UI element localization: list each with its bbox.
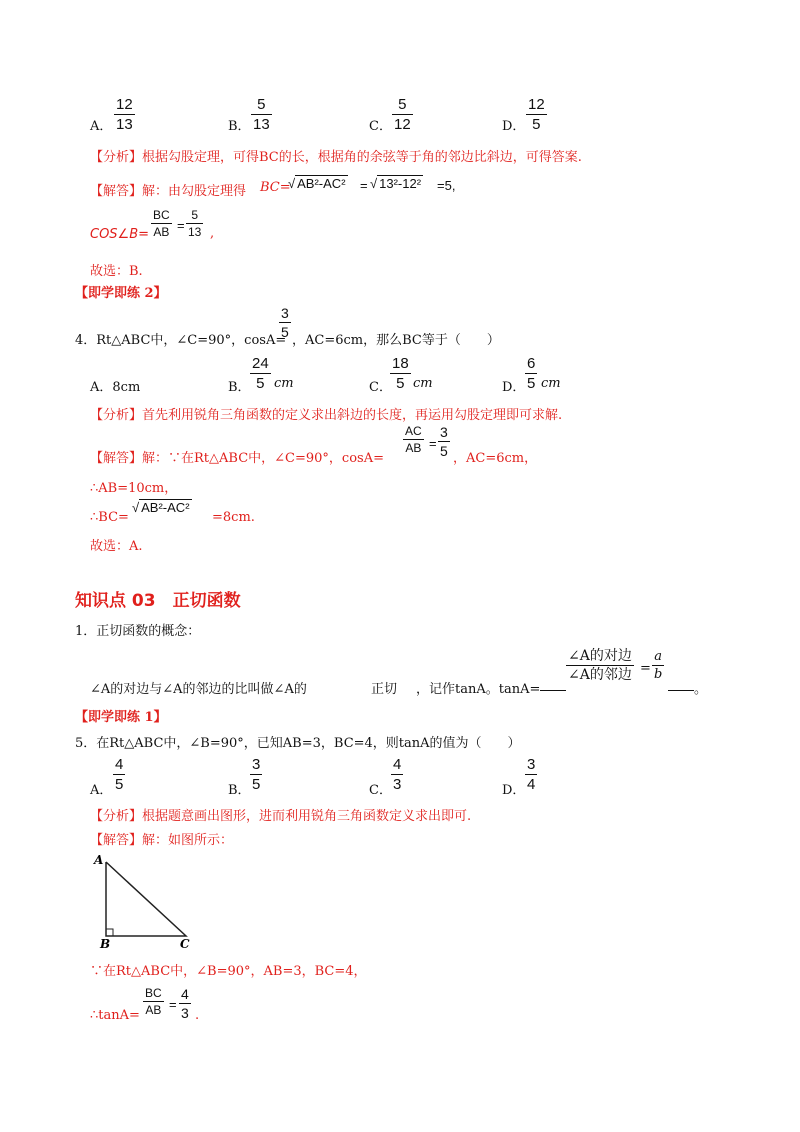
q4-bc-sqrt: √ AB²-AC²	[132, 500, 190, 515]
q3-option-d-fraction: $\frac{12}{5}$	[528, 96, 545, 133]
q3-cos-label: COS∠B=	[90, 227, 150, 242]
q4-solution-a: 【解答】解：∵在Rt△ABC中，∠C=90°，cosA=	[90, 451, 384, 466]
q4-option-a: A．8cm	[90, 380, 141, 395]
q5-option-a-fraction: $\frac{4}{5}$	[115, 756, 124, 793]
vertex-b-label: B	[100, 937, 111, 950]
q4-option-d-letter: D．	[502, 380, 526, 395]
q4-option-c-unit: cm	[413, 376, 433, 391]
q4-bc-b: =8cm.	[212, 510, 255, 525]
concept-blank-2	[668, 678, 694, 695]
q4-solution-value: $\frac{3}{5}$	[440, 424, 448, 459]
q4-solution-fraction: $\frac{AC}{AB}$	[405, 424, 422, 455]
q4-analysis: 【分析】首先利用锐角三角函数的定义求出斜边的长度，再运用勾股定理即可求解.	[90, 408, 563, 423]
q5-stem: 5．在Rt△ABC中，∠B=90°，已知AB=3，BC=4，则tanA的值为（ ）	[75, 736, 521, 751]
q4-option-d-unit: cm	[541, 376, 561, 391]
q5-option-c-fraction: $\frac{4}{3}$	[393, 756, 402, 793]
q3-option-a-letter: A．	[90, 119, 113, 134]
vertex-a-label: A	[94, 853, 104, 867]
concept-eq: =	[640, 661, 651, 676]
right-angle-mark	[106, 929, 113, 936]
q3-option-c-fraction: $\frac{5}{12}$	[394, 96, 411, 133]
q3-eq-1: =	[360, 178, 368, 193]
q4-option-b-unit: cm	[274, 376, 294, 391]
q5-tan-value: $\frac{4}{3}$	[181, 986, 189, 1021]
q3-option-b-letter: B．	[228, 119, 251, 134]
q5-tan-label: ∴tanA=	[90, 1008, 140, 1023]
q5-option-a-letter: A．	[90, 783, 113, 798]
q3-cos-value: $\frac{5}{13}$	[188, 208, 202, 239]
q5-solution: 【解答】解：如图所示：	[90, 833, 234, 848]
q5-given: ∵在Rt△ABC中，∠B=90°，AB=3，BC=4，	[90, 964, 367, 979]
q5-analysis: 【分析】根据题意画出图形，进而利用锐角三角函数定义求出即可.	[90, 809, 472, 824]
concept-line-b: ，记作tanA。tanA=	[416, 682, 541, 697]
triangle-figure	[90, 850, 200, 950]
vertex-c-label: C	[180, 937, 190, 950]
q3-choose: 故选：B.	[90, 264, 143, 279]
q3-option-a-fraction: $\frac{12}{13}$	[116, 96, 133, 133]
q5-option-c-letter: C．	[369, 783, 392, 798]
concept-line-end: 。	[694, 682, 708, 697]
q4-option-c-fraction: $\frac{18}{5}$	[392, 355, 409, 392]
concept-fraction: ∠A的对边 ∠A的邻边	[568, 648, 632, 683]
q5-option-b-fraction: $\frac{3}{5}$	[252, 756, 261, 793]
concept-line-a: ∠A的对边与∠A的邻边的比叫做∠A的	[90, 682, 307, 697]
triangle-outline	[106, 862, 186, 936]
q3-option-c-letter: C．	[369, 119, 392, 134]
q5-option-d-fraction: $\frac{3}{4}$	[527, 756, 536, 793]
q4-option-b-letter: B．	[228, 380, 251, 395]
q4-solution-eq: =	[429, 436, 437, 451]
q3-option-d-letter: D．	[502, 119, 526, 134]
practice-heading-2: 【即学即练 2】	[75, 286, 167, 301]
q3-solution-bc: BC=	[260, 180, 291, 195]
q3-option-b-fraction: $\frac{5}{13}$	[253, 96, 270, 133]
concept-blank-1	[540, 678, 566, 695]
practice-heading-1: 【即学即练 1】	[75, 710, 167, 725]
q3-cos-tail: ,	[210, 226, 215, 241]
q3-solution-prefix: 【解答】解：由勾股定理得	[90, 184, 247, 199]
q4-ab: ∴AB=10cm，	[90, 481, 178, 496]
concept-ab-fraction: $\frac{a}{b}$	[654, 649, 663, 682]
q4-solution-b: ，AC=6cm，	[453, 451, 538, 466]
q3-eq-2: =5,	[437, 178, 456, 193]
q4-choose: 故选：A.	[90, 539, 143, 554]
q3-cos-eq: =	[177, 218, 185, 233]
q4-option-b-fraction: $\frac{24}{5}$	[252, 355, 269, 392]
q4-stem-a: 4．Rt△ABC中，∠C=90°，cosA=	[75, 333, 287, 348]
q5-option-b-letter: B．	[228, 783, 251, 798]
concept-term: 正切	[371, 682, 398, 697]
concept-heading: 1．正切函数的概念：	[75, 624, 201, 639]
q5-tan-eq: =	[169, 997, 177, 1012]
q5-tan-fraction: $\frac{BC}{AB}$	[145, 986, 162, 1017]
q4-stem-fraction: $\frac{3}{5}$	[281, 305, 289, 340]
q4-stem-b: ，AC=6cm，那么BC等于（ ）	[292, 333, 500, 348]
q5-tan-tail: .	[195, 1008, 200, 1023]
q3-sqrt-1: √ AB²-AC²	[288, 176, 346, 191]
q4-option-d-fraction: $\frac{6}{5}$	[527, 355, 536, 392]
q4-bc-a: ∴BC=	[90, 510, 129, 525]
section-title: 知识点 03 正切函数	[75, 591, 241, 611]
q3-analysis: 【分析】根据勾股定理，可得BC的长，根据角的余弦等于角的邻边比斜边，可得答案.	[90, 150, 582, 165]
q3-cos-fraction: $\frac{BC}{AB}$	[153, 208, 170, 239]
q3-sqrt-2: √ 13²-12²	[370, 176, 422, 191]
q5-option-d-letter: D．	[502, 783, 526, 798]
q4-option-c-letter: C．	[369, 380, 392, 395]
